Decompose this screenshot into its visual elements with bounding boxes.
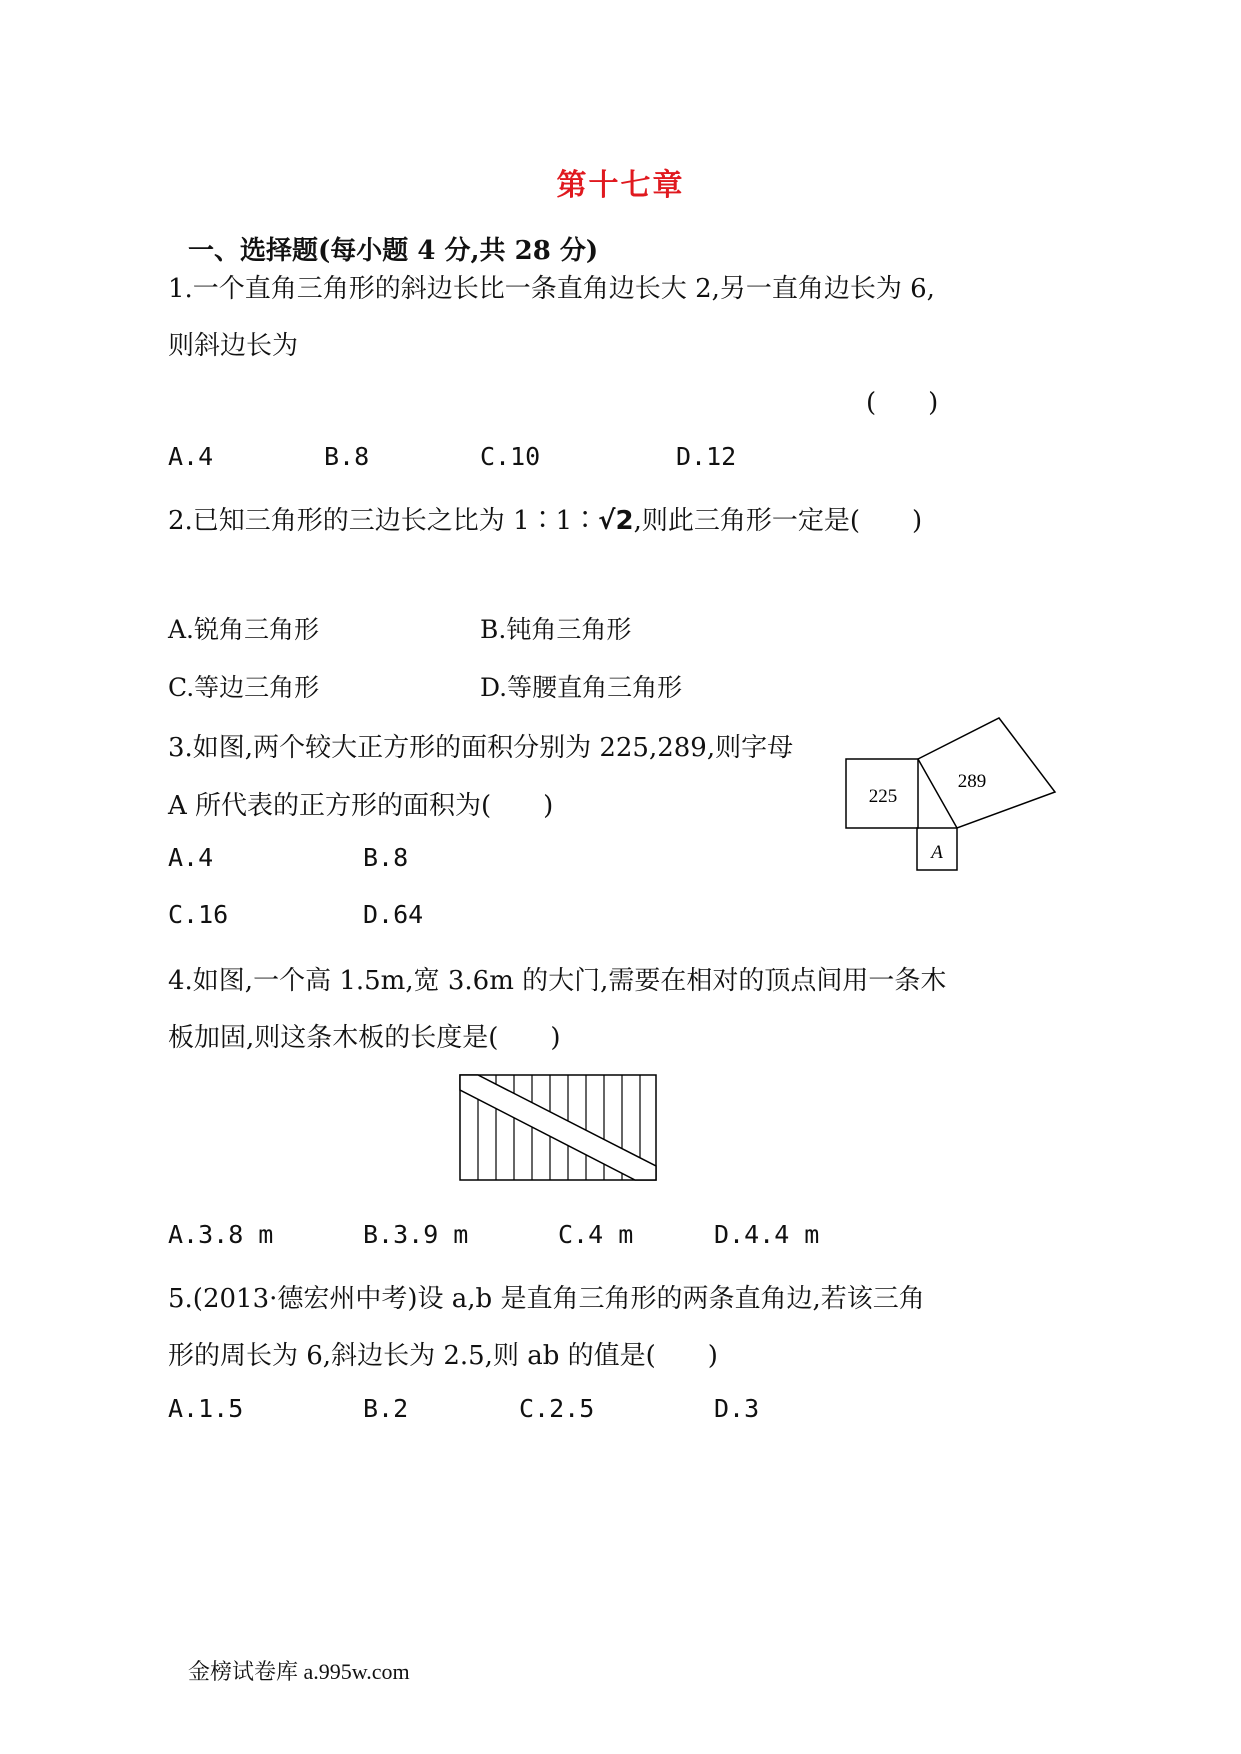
question-1-line-2: 则斜边长为 (168, 331, 299, 361)
question-1-option-c: C.10 (480, 442, 541, 471)
question-4-option-b: B.3.9 m (363, 1220, 469, 1249)
squares-figure (830, 700, 1070, 890)
question-1-option-d: D.12 (676, 442, 737, 471)
label-225: 225 (868, 786, 898, 807)
page-title: 第十七章 (556, 168, 685, 203)
question-2-sqrt: √2 (598, 506, 634, 536)
question-4-line-1: 4.如图,一个高 1.5m,宽 3.6m 的大门,需要在相对的顶点间用一条木 (168, 966, 947, 996)
diagonal-brace (460, 1075, 656, 1180)
question-1-option-b: B.8 (324, 442, 370, 471)
question-1-line-1: 1.一个直角三角形的斜边长比一条直角边长大 2,另一直角边长为 6, (168, 274, 935, 304)
question-2-option-b: B.钝角三角形 (480, 615, 632, 644)
question-4-line-2: 板加固,则这条木板的长度是( ) (168, 1023, 561, 1053)
section-heading: 一、选择题(每小题 4 分,共 28 分) (188, 236, 599, 266)
question-2-ratio: ∶1∶ (529, 506, 599, 536)
footer-source: 金榜试卷库 a.995w.com (188, 1659, 410, 1684)
gate-figure (455, 1070, 665, 1185)
question-4-option-d: D.4.4 m (714, 1220, 820, 1249)
question-2-option-d: D.等腰直角三角形 (480, 673, 683, 702)
question-2-option-c: C.等边三角形 (168, 673, 320, 702)
question-3-line-2: A 所代表的正方形的面积为( ) (168, 791, 554, 821)
label-a: A (931, 842, 943, 863)
question-1-option-a: A.4 (168, 442, 214, 471)
question-5-option-d: D.3 (714, 1394, 760, 1423)
question-4-option-a: A.3.8 m (168, 1220, 274, 1249)
question-2-text-a: 2.已知三角形的三边长之比为 1 (168, 506, 530, 536)
question-2-text-c: ,则此三角形一定是( ) (633, 506, 923, 536)
question-5-line-1: 5.(2013·德宏州中考)设 a,b 是直角三角形的两条直角边,若该三角 (168, 1284, 925, 1314)
question-5-line-2: 形的周长为 6,斜边长为 2.5,则 ab 的值是( ) (168, 1341, 718, 1371)
question-5-option-a: A.1.5 (168, 1394, 244, 1423)
question-2-text (168, 500, 922, 537)
question-1-answer-blank: ( ) (866, 388, 939, 418)
label-289: 289 (957, 771, 987, 792)
question-2-option-a: A.锐角三角形 (168, 615, 320, 644)
question-3-option-b: B.8 (363, 843, 409, 872)
question-3-option-d: D.64 (363, 900, 424, 929)
question-3-option-a: A.4 (168, 843, 214, 872)
question-4-option-c: C.4 m (558, 1220, 634, 1249)
question-5-option-b: B.2 (363, 1394, 409, 1423)
question-3-line-1: 3.如图,两个较大正方形的面积分别为 225,289,则字母 (168, 733, 794, 763)
question-3-option-c: C.16 (168, 900, 229, 929)
question-5-option-c: C.2.5 (519, 1394, 595, 1423)
square-289 (918, 718, 1055, 828)
